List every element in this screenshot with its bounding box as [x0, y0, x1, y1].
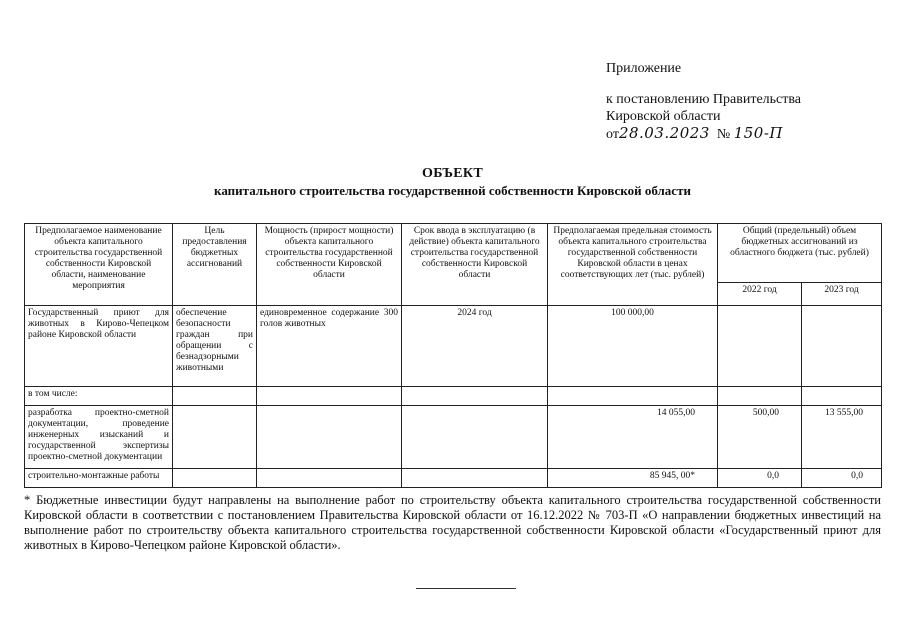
header-row — [25, 224, 882, 283]
cell-cost: 85 945, 00* — [548, 469, 718, 488]
header-capacity: Мощность (прирост мощности) объекта капитального строительства государственной собственности Кировской области — [257, 224, 402, 306]
cell-purpose: обеспечение безопасности граждан при обращении с безнадзорными животными — [173, 306, 257, 387]
cell-capacity — [257, 469, 402, 488]
cell-capacity: единовременное содержание 300 голов животных — [257, 306, 402, 387]
table-row — [25, 469, 882, 488]
bottom-divider — [416, 588, 516, 589]
cell-cost: 14 055,00 — [548, 406, 718, 469]
table-row — [25, 387, 882, 406]
document-subtitle: капитального строительства государственной собственности Кировской области — [214, 183, 691, 198]
document-title: ОБЪЕКТ — [422, 166, 483, 181]
header-term: Срок ввода в эксплуатацию (в действие) объекта капитального строительства государственной собственности Кировской области — [402, 224, 548, 306]
table-row — [25, 406, 882, 469]
date-prefix: от — [606, 127, 619, 142]
footnote: * Бюджетные инвестиции будут направлены на выполнение работ по строительству объекта капитального строительства государственной собственности Кировской области в соответствии с постановлением Правительства Кировской области от 16.12.2022 № 703-П «О направлении бюджетных инвестиций на выполнение работ по строительству объекта капитального строительства государственной собственности Кировской области «Государственный приют для животных в Кирово-Чепецком районе Кировской области». — [24, 493, 881, 552]
cell-name: строительно-монтажные работы — [25, 469, 173, 488]
object-table — [24, 223, 882, 488]
cell-name: Государственный приют для животных в Кирово-Чепецком районе Кировской области — [25, 306, 173, 387]
cell-term — [402, 469, 548, 488]
cell-2023 — [802, 306, 882, 387]
cell-2023: 13 555,00 — [802, 406, 882, 469]
appendix-title: Приложение — [606, 61, 682, 76]
cell-2022 — [718, 387, 802, 406]
cell-term: 2024 год — [402, 306, 548, 387]
cell-2022: 0,0 — [718, 469, 802, 488]
cell-term — [402, 406, 548, 469]
header-purpose: Цель предоставления бюджетных ассигнований — [173, 224, 257, 306]
cell-capacity — [257, 406, 402, 469]
table-row — [25, 306, 882, 387]
appendix-date-number — [606, 125, 783, 143]
cell-2023 — [802, 387, 882, 406]
cell-purpose — [173, 387, 257, 406]
header-year-2023: 2023 год — [802, 283, 882, 306]
cell-purpose — [173, 406, 257, 469]
header-year-2022: 2022 год — [718, 283, 802, 306]
header-name: Предполагаемое наименование объекта капитального строительства государственной собственности Кировской области, наименование мероприятия — [25, 224, 173, 306]
appendix-block — [606, 60, 886, 143]
appendix-line-2: Кировской области — [606, 109, 721, 124]
cell-capacity — [257, 387, 402, 406]
handwritten-number: 150-П — [733, 124, 783, 142]
cell-2023: 0,0 — [802, 469, 882, 488]
handwritten-date: 28.03.2023 — [618, 124, 710, 142]
appendix-line-1: к постановлению Правительства — [606, 92, 802, 107]
cell-purpose — [173, 469, 257, 488]
cell-term — [402, 387, 548, 406]
cell-2022: 500,00 — [718, 406, 802, 469]
cell-cost — [548, 387, 718, 406]
number-prefix: № — [716, 127, 731, 142]
header-budget: Общий (предельный) объем бюджетных ассигнований из областного бюджета (тыс. рублей) — [718, 224, 882, 283]
cell-name: в том числе: — [25, 387, 173, 406]
cell-name: разработка проектно-сметной документации, проведение инженерных изысканий и государственной экспертизы проектно-сметной документации — [25, 406, 173, 469]
cell-2022 — [718, 306, 802, 387]
cell-cost: 100 000,00 — [548, 306, 718, 387]
header-cost: Предполагаемая предельная стоимость объекта капитального строительства государственной собственности Кировской области в ценах соответствующих лет (тыс. рублей) — [548, 224, 718, 306]
